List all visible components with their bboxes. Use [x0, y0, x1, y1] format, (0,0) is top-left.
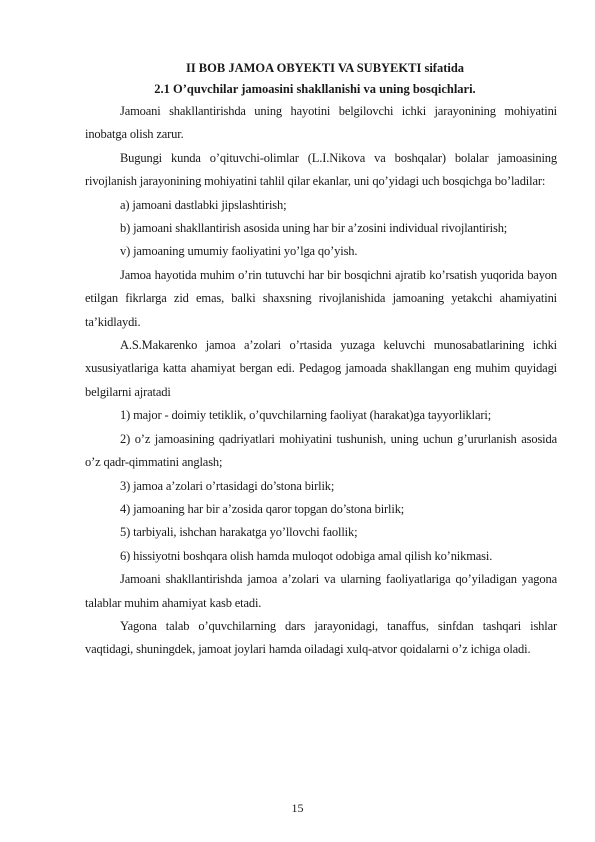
paragraph: Jamoani shakllantirishda jamoa a’zolari va ularning faoliyatlariga qo’yiladigan yagona talablar muhim ahamiyat kasb etadi.	[85, 572, 557, 610]
list-item: 1) major - doimiy tetiklik, o’quvchilarning faoliyat (harakat)ga tayyorliklari;	[120, 408, 492, 423]
chapter-title: II BOB JAMOA OBYEKTI VA SUBYEKTI sifatida	[185, 61, 465, 75]
paragraph: Jamoa hayotida muhim o’rin tutuvchi har bir bosqichni ajratib ko’rsatish yuqorida bayon etilgan fikrlarga zid emas, balki shaxsning rivojlanishida jamoaning yetakchi ahamiyatini ta’kidlaydi.	[85, 267, 557, 329]
list-item: 2) o’z jamoasining qadriyatlari mohiyatini tushunish, uning uchun g’ururlanish asosida o’z qadr-qimmatini anglash;	[85, 431, 557, 470]
paragraph: Jamoani shakllantirishda uning hayotini belgilovchi ichki jarayonining mohiyatini inobatga olish zarur.	[85, 104, 557, 142]
list-item: 3) jamoa a’zolari o’rtasidagi do’stona birlik;	[120, 478, 335, 493]
list-item: b) jamoani shakllantirish asosida uning har bir a’zosini individual rivojlantirish;	[120, 221, 508, 236]
list-item: a) jamoani dastlabki jipslashtirish;	[120, 197, 287, 212]
list-item: 5) tarbiyali, ishchan harakatga yo’llovchi faollik;	[120, 525, 358, 540]
document-page	[85, 58, 557, 662]
list-item: 4) jamoaning har bir a’zosida qaror topgan do’stona birlik;	[120, 501, 405, 516]
list-item: v) jamoaning umumiy faoliyatini yo’lga qo’yish.	[120, 244, 358, 259]
paragraph: Yagona talab o’quvchilarning dars jarayonidagi, tanaffus, sinfdan tashqari ishlar vaqtidagi, shuningdek, jamoat joylari hamda oiladagi xulq-atvor qoidalarni o’z ichiga oladi.	[85, 618, 557, 657]
paragraph: A.S.Makarenko jamoa a’zolari o’rtasida yuzaga keluvchi munosabatlarining ichki xususiyatlariga katta ahamiyat bergan edi. Pedagog jamoada shakllangan eng muhim quyidagi belgilarni ajratadi	[85, 338, 557, 399]
page-number: 15	[291, 801, 304, 815]
section-title: 2.1 O’quvchilar jamoasini shakllanishi va uning bosqichlari.	[154, 82, 476, 96]
paragraph: Bugungi kunda o’qituvchi-olimlar (L.I.Nikova va boshqalar) bolalar jamoasining rivojlanish jarayonining mohiyatini tahlil qilar ekanlar, uni qo’yidagi uch bosqichga bo’ladilar:	[85, 150, 557, 189]
list-item: 6) hissiyotni boshqara olish hamda muloqot odobiga amal qilish ko’nikmasi.	[120, 548, 493, 563]
